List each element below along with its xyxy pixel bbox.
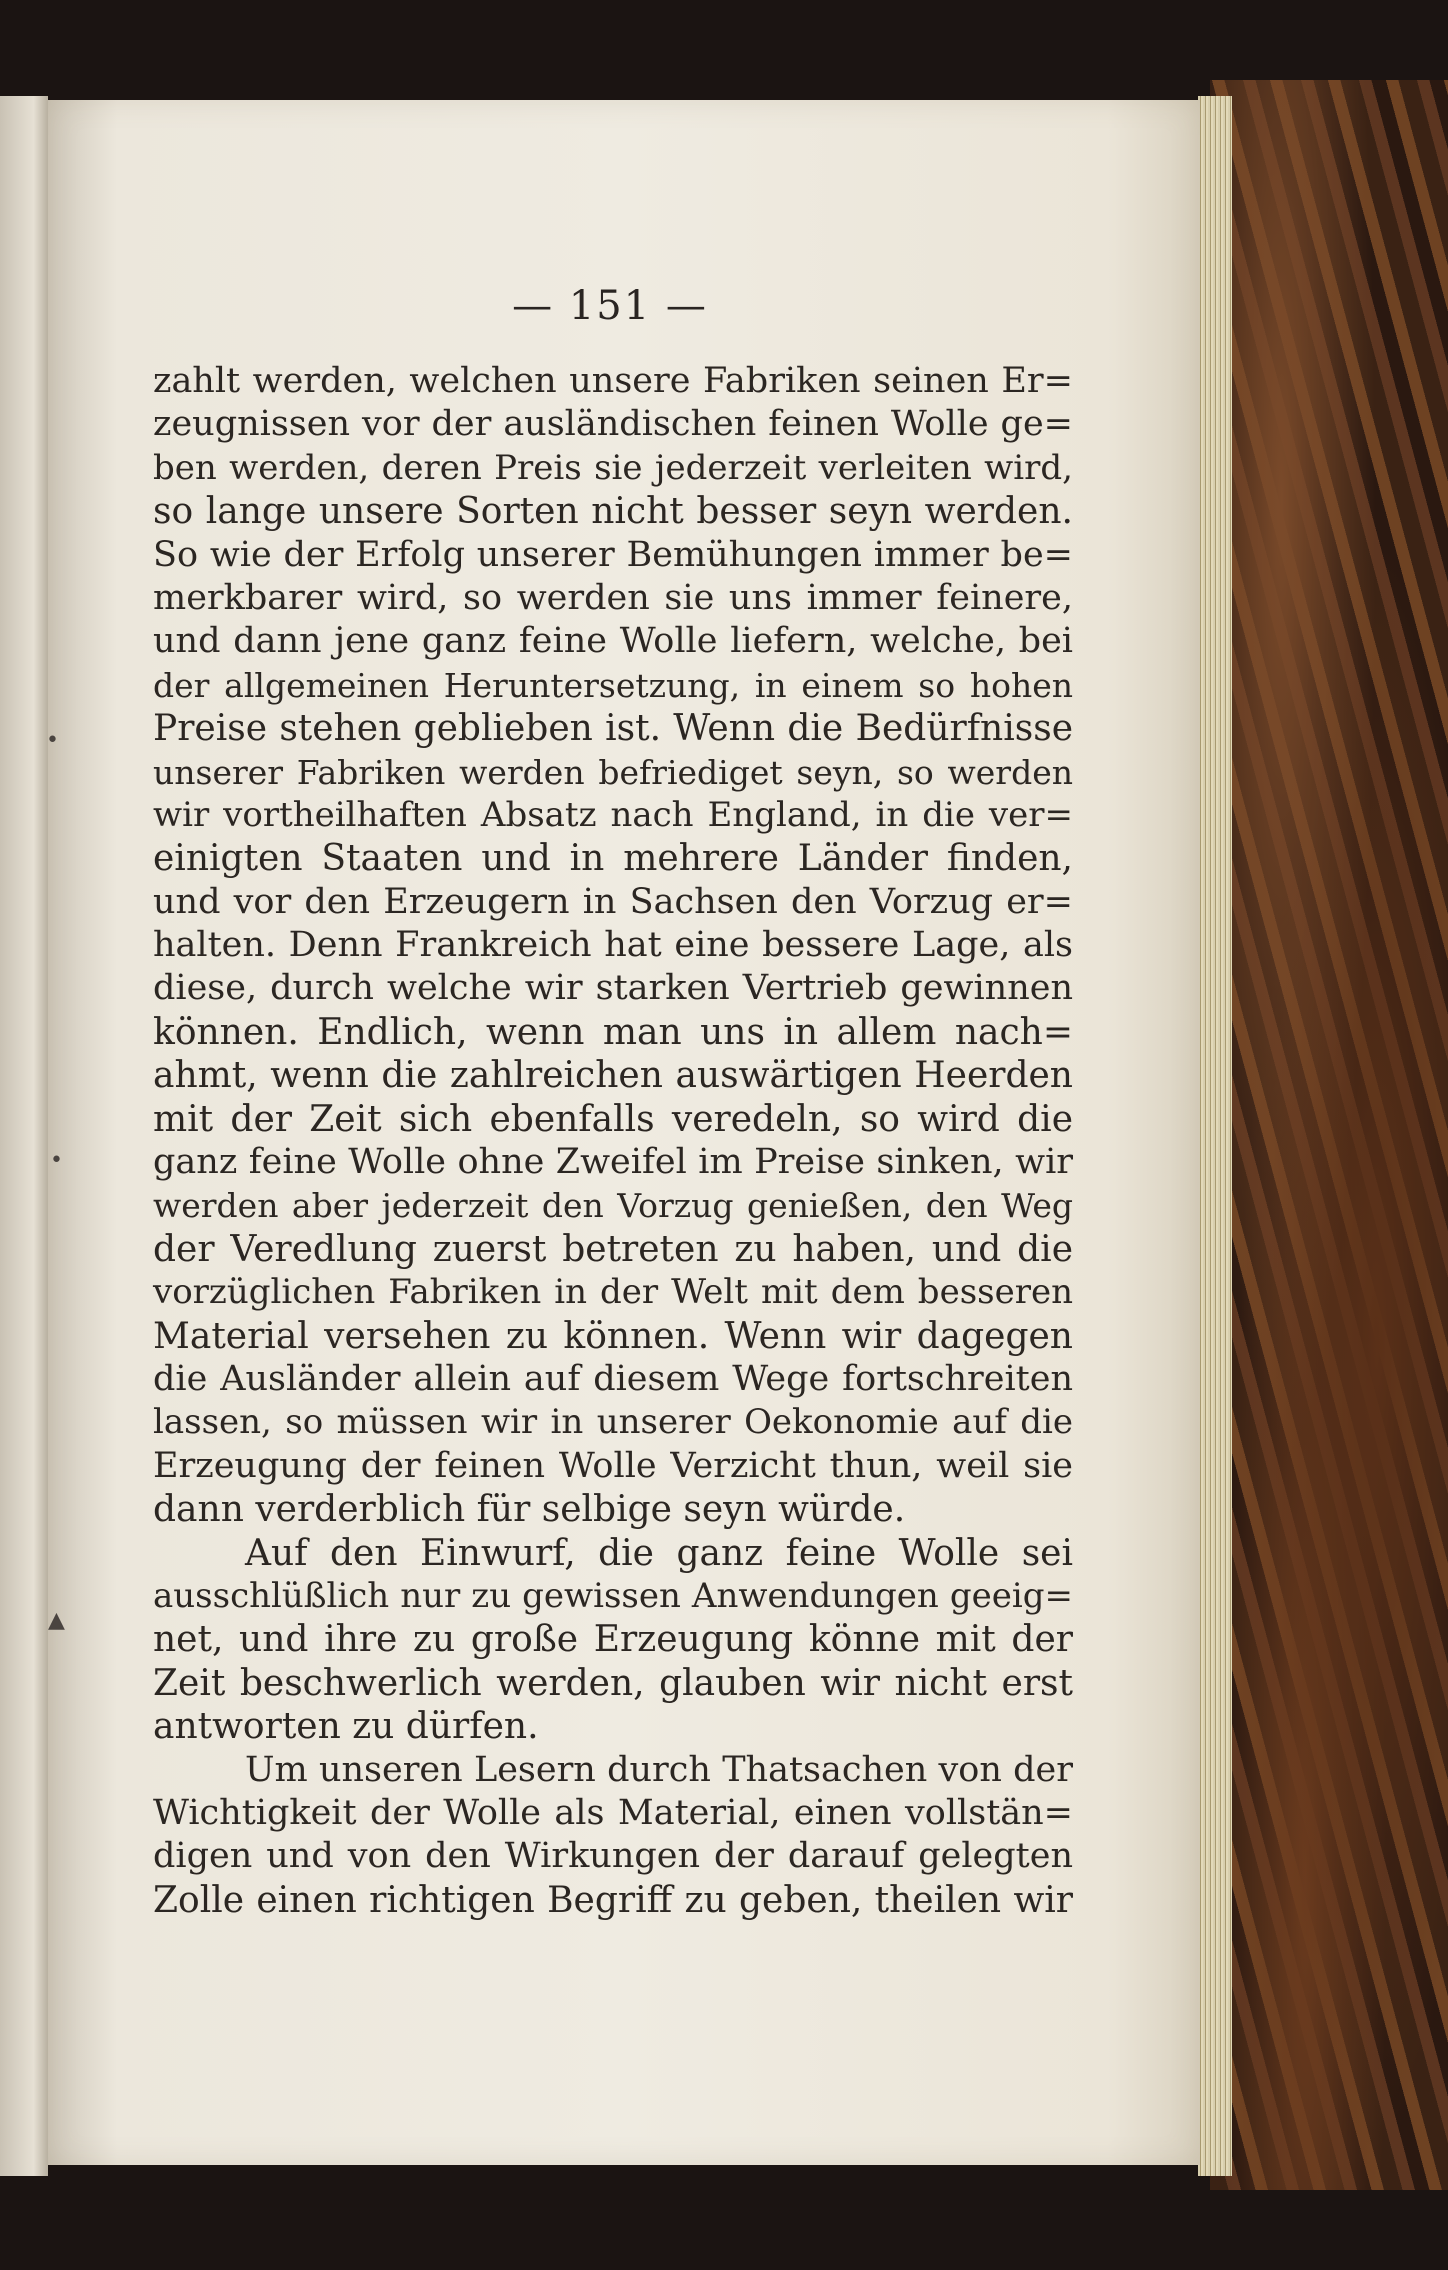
- margin-speck: ▲: [48, 1608, 65, 1633]
- text-line: zahlt werden, welchen unsere Fabriken seinen Er=: [153, 361, 1073, 401]
- text-line: Auf den Einwurf, die ganz feine Wolle sei: [245, 1532, 1073, 1574]
- text-line: der Veredlung zuerst betreten zu haben, und die: [153, 1228, 1073, 1270]
- text-line: halten. Denn Frankreich hat eine bessere Lage, als: [153, 925, 1073, 966]
- text-line: und vor den Erzeugern in Sachsen den Vorzug er=: [153, 881, 1073, 922]
- text-line: digen und von den Wirkungen der darauf gelegten: [153, 1836, 1073, 1877]
- text-line: ahmt, wenn die zahlreichen auswärtigen Heerden: [153, 1055, 1073, 1097]
- text-line: ben werden, deren Preis sie jederzeit verleiten wird,: [153, 447, 1073, 488]
- facing-page-edge: [0, 96, 48, 2176]
- text-line: merkbarer wird, so werden sie uns immer feinere,: [153, 577, 1073, 618]
- text-line: mit der Zeit sich ebenfalls veredeln, so wird die: [153, 1098, 1073, 1140]
- text-line: zeugnissen vor der ausländischen feinen Wolle ge=: [153, 404, 1073, 445]
- text-line: werden aber jederzeit den Vorzug genießen, den Weg: [153, 1186, 1073, 1226]
- text-line: und dann jene ganz feine Wolle liefern, welche, bei: [153, 621, 1073, 662]
- text-line: so lange unsere Sorten nicht besser seyn werden.: [153, 491, 1073, 533]
- margin-speck: •: [50, 1148, 63, 1173]
- text-line: Zeit beschwerlich werden, glauben wir nicht erst: [153, 1662, 1073, 1704]
- text-line: ganz feine Wolle ohne Zweifel im Preise sinken, wir: [153, 1142, 1073, 1183]
- text-line: können. Endlich, wenn man uns in allem nach=: [153, 1011, 1073, 1053]
- text-line: die Ausländer allein auf diesem Wege fortschreiten: [153, 1358, 1073, 1399]
- text-line: unserer Fabriken werden befriediget seyn, so werden: [153, 752, 1073, 792]
- page-block-edge: [1198, 96, 1232, 2176]
- text-line: net, und ihre zu große Erzeugung könne mit der: [153, 1619, 1073, 1661]
- text-line: wir vortheilhaften Absatz nach England, in die ver=: [153, 794, 1073, 835]
- text-line: So wie der Erfolg unserer Bemühungen immer be=: [153, 534, 1073, 575]
- text-line: Preise stehen geblieben ist. Wenn die Bedürfnisse: [153, 708, 1073, 750]
- page-number: — 151 —: [512, 283, 708, 329]
- text-line: Um unseren Lesern durch Thatsachen von der: [245, 1749, 1073, 1790]
- text-line: dann verderblich für selbige seyn würde.: [153, 1489, 906, 1531]
- margin-speck: •: [46, 728, 59, 753]
- text-line: Wichtigkeit der Wolle als Material, einen vollstän=: [153, 1792, 1073, 1833]
- body-text: [153, 360, 1073, 1922]
- text-line: Material versehen zu können. Wenn wir dagegen: [153, 1315, 1073, 1357]
- text-line: antworten zu dürfen.: [153, 1706, 539, 1748]
- text-line: diese, durch welche wir starken Vertrieb gewinnen: [153, 968, 1073, 1009]
- text-line: einigten Staaten und in mehrere Länder finden,: [153, 838, 1073, 880]
- text-line: lassen, so müssen wir in unserer Oekonomie auf die: [153, 1402, 1073, 1443]
- text-line: vorzüglichen Fabriken in der Welt mit dem besseren: [153, 1272, 1073, 1313]
- text-line: Zolle einen richtigen Begriff zu geben, theilen wir: [153, 1879, 1073, 1921]
- text-line: Erzeugung der feinen Wolle Verzicht thun, weil sie: [153, 1445, 1073, 1486]
- marbled-cover: [1210, 80, 1448, 2190]
- text-line: der allgemeinen Heruntersetzung, in einem so hohen: [153, 665, 1073, 705]
- text-line: ausschlüßlich nur zu gewissen Anwendungen geeig=: [153, 1575, 1073, 1616]
